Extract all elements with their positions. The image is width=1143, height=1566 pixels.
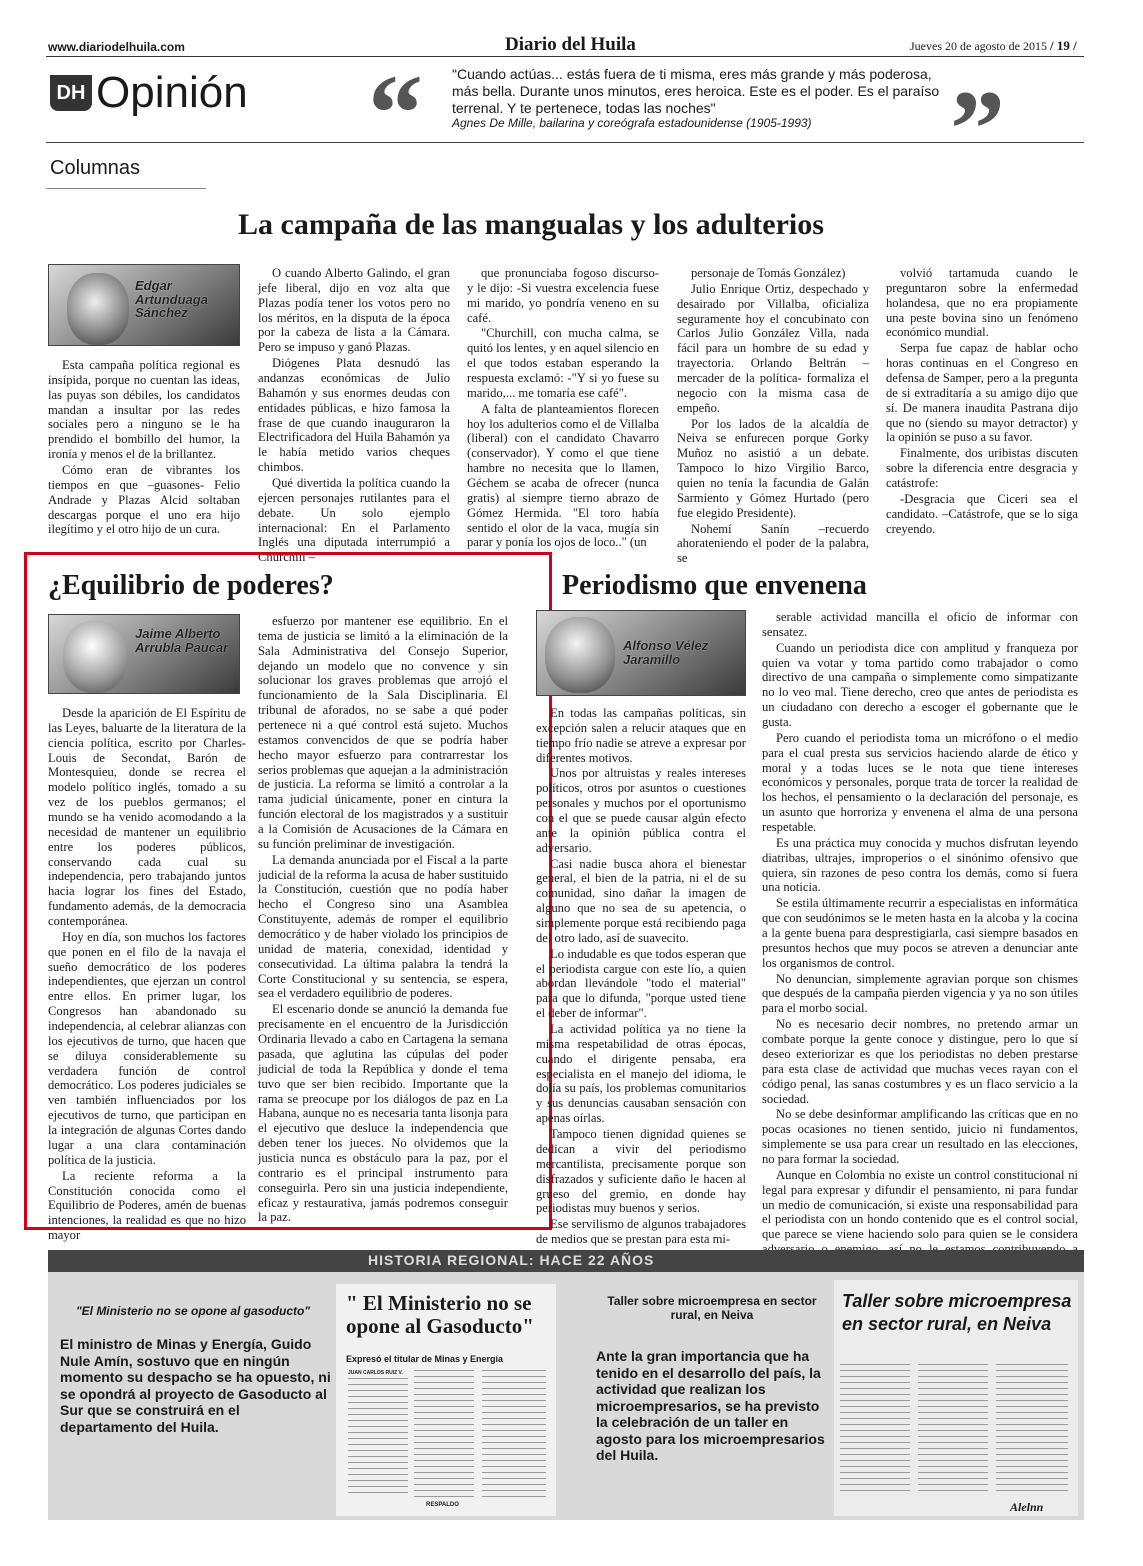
header-rule <box>46 56 1084 57</box>
portrait-icon <box>67 273 129 345</box>
article3-col-1: En todas las campañas políticas, sin excepción salen a relucir ataques que en tiempo frío nadie se atreve a expresar por diferentes motivos. Unos por altruistas y reales intereses políticos, otros por asuntos o cuestiones personales y muchos por el oportunismo con el que se puede causar algún efecto ante la opinión pública contra el adversario. Casi nadie busca ahora el bienestar general, el bien de la patria, ni el de su comunidad, sino dañar la imagen de alguno que no sea de su apetencia, o simplemente porque está recibiendo paga del otro lado, así de suavecito. Lo indudable es que todos esperan que el periodista cargue con este lío, a quien abordan llevándole "todo el material" para que lo difunda, "porque usted tiene el deber de informar". La actividad política ya no tiene la misma respetabilidad de otras épocas, cuando el dirigente pensaba, era especialista en el manejo del idioma, le dolía su país, los problemas comunitarios y sus denuncias causaban sensación con apenas oírlas. Tampoco tienen dignidad quienes se dedican a vivir del periodismo mercantilista, precisamente porque son disfrazados y suficiente daño le hacen al grueso del gremio, en donde hay periodistas muy buenos y serios. Ese servilismo de algunos trabajadores de medios que se prestan para esta mi- <box>536 706 746 1247</box>
quote-author: Agnes De Mille, bailarina y coreógrafa estadounidense (1905-1993) <box>452 116 812 131</box>
website-url: www.diariodelhuila.com <box>48 40 185 54</box>
history-clipping-1 <box>336 1284 556 1516</box>
page-number: / 19 / <box>1049 38 1077 53</box>
clip1-byline: JUAN CARLOS RUIZ V. <box>348 1370 403 1376</box>
article3-author: Alfonso Vélez Jaramillo <box>623 638 709 667</box>
section-title: Opinión <box>96 68 248 117</box>
clip1-headline: " El Ministerio no se opone al Gasoducto" <box>346 1291 534 1339</box>
issue-date: Jueves 20 de agosto de 2015 / 19 / <box>910 38 1077 53</box>
history-item2-body: Ante la gran importancia que ha tenido en el desarrollo del país, la actividad que realizan los microempresarios, se ha previsto la celebración de un taller en agosto para los microempresarios del Huila. <box>596 1348 825 1464</box>
dh-logo: DH <box>50 75 92 111</box>
article1-author-photo <box>48 264 240 346</box>
history-item1-title: "El Ministerio no se opone al gasoducto" <box>75 1304 311 1318</box>
clip2-text-col <box>918 1364 988 1496</box>
history-band: HISTORIA REGIONAL: HACE 22 AÑOS <box>48 1250 1084 1272</box>
quote-text: "Cuando actúas... estás fuera de ti misma, eres más grande y más poderosa, más bella. Durante unos minutos, eres heroica. Este es el poder. Es el paraíso terrenal. Y te pertenece, todas las noches" <box>452 66 940 116</box>
article3-col-2: serable actividad mancilla el oficio de informar con sensatez. Cuando un periodista dice con amplitud y franqueza por quien va votar y toma partido como trabajador o como directivo de una campaña o simplemente como simpatizante no lo veo mal. Tiene derecho, creo que antes de periodista es un ciudadano con derecho a escoger el gobernante que le gusta. Pero cuando el periodista toma un micrófono o el medio para el cual presta sus servicios haciendo alarde de ético y moral y a todas luces se le nota que tiene intereses económicos y personales, porque trata de torcer la realidad de los hechos, el pensamiento o la declaración del personaje, es un asunto que horroriza y envenena el alma de una persona respetable. Es una práctica muy conocida y muchos disfrutan leyendo diatribas, ultrajes, improperios o el sinónimo ofensivo que quiera, sin razones de peso contra los demás, como si fuera una noticia. Se estila últimamente recurrir a especialistas en informática que con seudónimos se le meten hasta en la alcoba y la cocina a la gente buena para desprestigiarla, casi siempre basados en presuntos hechos que muy pocos se atreven a denunciar ante los organismos de control. No denuncian, simplemente agravian porque son chismes que después de la campaña pierden vigencia y ya no son útiles para el morbo social. No es necesario decir nombres, no pretendo armar un combate porque la gente conoce y distingue, pero lo que sí deseo exteriorizar es que los periodistas no deben prestarse para esta clase de actividad que muchas veces rayan con el código penal, las sanas costumbres y es un flaco servicio a la sociedad. No se debe desinformar amplificando las críticas que en no pocas ocasiones no tienen sentido, juicio ni fundamentos, simplemente se usa para crear un resultado en las elecciones, no para formar la sociedad. Aunque en Colombia no existe un control constitucional ni legal para expresar y difundir el pensamiento, ni para fundar un medio de comunicación, si existe una responsabilidad para el periodista con un hondo contenido que es el control social, que parece se viene haciendo solo para quien se le considera <box>762 610 1078 1242</box>
history-item1-body: El ministro de Minas y Energía, Guido Nule Amín, sostuvo que en ningún momento su despacho se ha opuesto, ni se opondrá al proyecto de Gasoducto al Sur que se construirá en el departamento del Huila. <box>60 1336 331 1435</box>
article1-col-3: que pronunciaba fogoso discurso- y le dijo: -Si vuestra excelencia fuese mi marido, yo pondría veneno en su café. "Churchill, con mucha calma, se quitó los lentes, y en aquel silencio en el que todos estaban esperando la respuesta exclamó: -"Y si yo fuese su marido,... me tomaría ese café". A falta de planteamientos florecen hoy los adulterios como el de Villalba (liberal) con el candidato Chavarro (conservador). Y como el que tiene hambre no necesita que lo llamen, Géchem se acaba de ofrecer (nunca gratis) al siempre tierno abrazo de Gómez Hermida. "El toro había sentido el olor de la vaca, mugía sin parar y ponía los ojos de loco.." (un <box>467 266 659 550</box>
clip1-text-col <box>414 1370 474 1498</box>
portrait-icon <box>63 621 127 693</box>
article2-col-2: esfuerzo por mantener ese equilibrio. En el tema de justicia se limitó a la eliminación de la Sala Administrativa del Consejo Superior, dejando un modelo que no convence y sin solucionar los graves problemas que arrojó el funcionamiento de la Sala Disciplinaria. El tribunal de aforados, no se sabe a qué poder pertenece ni a qué control está sujeto. Muchos estamos convencidos de que se podría haber hecho mayor esfuerzo para contrarrestar los serios problemas que aquejan a la administración de justicia. La reforma se limitó a controlar a la rama judicial únicamente, poner en cintura la función electoral de los magistrados y a sustituir a la Comisión de Acusaciones de la Cámara en su función preliminar de investigación. La demanda anunciada por el Fiscal a la parte judicial de la reforma la acusa de haber sustituido la Constitución, cuestión que no podía haber hecho el Congreso sino una Asamblea Constituyente, además de romper el equilibrio democrático y de haber violado los principios de unidad de materia, conexidad, identidad y consecutividad. La última palabra la tendrá la Corte Constitucional y su sentencia, se espera, sea el verdadero equilibrio de poderes. El escenario donde se anunció la demanda fue precisamente en el encuentro de la Jurisdicción Ordinaria llevado a cabo en Cartagena la semana pasada, que aglutina las cúpulas del poder judicial de toda la República y donde el tema tuvo que ser bien recibido. Importante que la rama se preocupe por los diálogos de paz en La Habana, aunque no es necesaria tanta lisonja para el ejecutivo que desluce la independencia que deben tener los jueces. No olvidemos que la justicia nunca es obstáculo para la paz, por el contrario es el principal instrumento para conseguirla. Pero sin una justicia independiente, eficaz y restaurativa, jamás podremos conseguir la paz. <box>258 614 508 1225</box>
clip1-text-col <box>482 1370 546 1498</box>
subsection-rule <box>46 188 206 189</box>
subsection-title: Columnas <box>50 157 141 179</box>
article1-col-2: O cuando Alberto Galindo, el gran jefe liberal, dijo en voz alta que Plazas podía tener los votos pero no los méritos, en la disputa de la época por la cabeza de lista a la Cámara. Pero se impuso y ganó Plazas. Diógenes Plata desnudó las andanzas económicas de Julio Bahamón y sus enormes deudas con entidades públicas, e hizo famosa la frase de que cuando inauguraron la Electrificadora del Huila Bahamón ya le había metido varios cheques chimbos. Qué divertida la política cuando la ejercen personajes rutilantes para el debate. Un solo ejemplo internacional: En el Parlamento Inglés una diputada interrumpió a Churchill – <box>258 266 450 565</box>
history-item2-title: Taller sobre microempresa en sector rural, en Neiva <box>607 1294 817 1322</box>
article1-author: Edgar Artunduaga Sánchez <box>135 278 208 321</box>
clip1-footer: RESPALDO <box>426 1502 459 1508</box>
article1-col-5: volvió tartamuda cuando le preguntaron sobre la enfermedad holandesa, que no era propiamente una peste bovina sino un fenómeno económico mundial. Serpa fue capaz de hablar ocho horas continuas en el Congreso en defensa de Samper, pero a la pregunta de si extraditaría a su amigo dijo que sí. De manera inaudita Pastrana dijo que no (siendo su mayor detractor) y la opinión se puso a su favor. Finalmente, dos uribistas discuten sobre la diferencia entre desgracia y catástrofe: -Desgracia que Ciceri sea el candidato. –Catástrofe, que se lo siga creyendo. <box>886 266 1078 536</box>
article3-headline: Periodismo que envenena <box>562 570 867 601</box>
article2-headline: ¿Equilibrio de poderes? <box>48 570 334 601</box>
daily-quote <box>452 66 942 131</box>
article1-col-4: personaje de Tomás González) Julio Enrique Ortiz, despechado y desairado por Villalba, oficializa seguramente hoy el concubinato con Carlos Julio González Villa, nada fácil para un hombre de su edad y trayectoria. Orlando Beltrán –mercader de la política- formaliza el negocio con la misma casa de empeño. Por los lados de la alcaldía de Neiva se enfurecen porque Gorky Muñoz no asistió a un debate. Tampoco lo hizo Virgilio Barco, quien no tenía la facundia de Galán Sarmiento y Gómez Hurtado (pero fue elegido Presidente). Nohemí Sanín –recuerdo ahorateniendo el poder de la palabra, se <box>677 266 869 566</box>
article2-author-photo <box>48 614 240 694</box>
clip2-text-col <box>840 1364 910 1496</box>
clip2-headline: Taller sobre microempresa en sector rural, en Neiva <box>842 1291 1072 1334</box>
clip2-footer: Alelnn <box>1010 1500 1044 1514</box>
close-quote-icon: ” <box>950 68 1005 190</box>
article1-headline: La campaña de las mangualas y los adulterios <box>238 208 824 241</box>
open-quote-icon: “ <box>368 52 423 174</box>
article1-col-1: Esta campaña política regional es insípida, porque no cuentan las ideas, las puyas son débiles, los candidatos mandan a insultar por las redes sociales pero a ninguno se le ha prendido el bombillo del humor, la ironía y menos el de la brillantez. Cómo eran de vibrantes los tiempos en que –guasones- Felio Andrade y Plazas Alcid soltaban descargas porque el uno era hijo ilegítimo y el otro hijo de un cura. <box>48 358 240 537</box>
section-rule <box>46 142 1084 143</box>
clip1-text-col <box>348 1378 408 1498</box>
article3-author-photo <box>536 610 746 696</box>
article2-author: Jaime Alberto Arrubla Paucar <box>135 626 229 655</box>
clip1-subhead: Expresó el titular de Minas y Energía <box>346 1354 504 1364</box>
portrait-icon <box>545 617 615 693</box>
clip2-text-col <box>996 1364 1068 1496</box>
newspaper-name: Diario del Huila <box>505 34 636 55</box>
article2-col-1: Desde la aparición de El Espíritu de las Leyes, baluarte de la literatura de la ciencia política, escrito por Charles-Louis de Secondat, Barón de Montesquieu, donde se recrea el modelo político inglés, tomado a su vez de los pueblos germanos; el mundo se ha venido acomodando a la necesidad de mantener un equilibrio entre los poderes públicos, conservando cada cual su independencia, pero trabajando juntos hacia lograr los fines del Estado, fundamento además, de la democracia contemporánea. Hoy en día, son muchos los factores que ponen en el filo de la navaja el sueño democrático de los poderes independientes, que ejerzan un control entre ellos. En primer lugar, los Congresos han abandonado su independencia, al celebrar alianzas con los ejecutivos de turno, que hacen que se diluya considerablemente su verdadera función de control democrático. Los poderes judiciales se ven también influenciados por los ejecutivos de turno, que participan en la integración de algunas Cortes dando lugar a una clara contaminación política de la justicia. La reciente reforma a la Constitución conocida como el Equilibrio de Poderes, amén de buenas intenciones, la realidad es que no hizo mayor <box>48 706 246 1243</box>
history-clipping-2 <box>834 1280 1078 1516</box>
